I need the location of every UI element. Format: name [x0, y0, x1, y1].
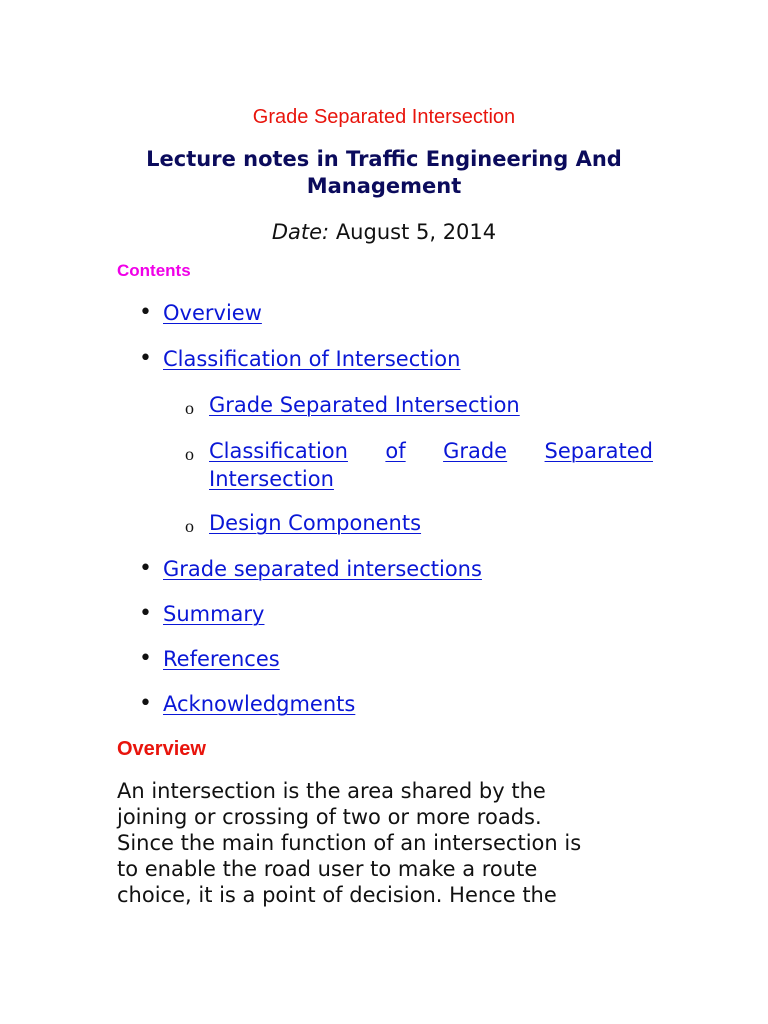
toc-link-design-components[interactable]: Design Components [209, 511, 422, 535]
toc-link-acknowledgments[interactable]: Acknowledgments [163, 692, 356, 716]
toc-link-summary[interactable]: Summary [163, 602, 265, 626]
link-word: Classification [209, 439, 348, 463]
overview-heading: Overview [117, 738, 206, 760]
subtitle-line-2: Management [306, 174, 462, 198]
toc-link-classification-of-intersection[interactable]: Classification of Intersection [163, 347, 461, 371]
link-word: of [385, 439, 406, 463]
bullet-marker: • [139, 646, 152, 671]
bullet-marker: • [139, 601, 152, 626]
link-line-2: Intersection [209, 467, 334, 491]
paragraph-line: joining or crossing of two or more roads. [117, 805, 542, 829]
toc-link-grade-separated-intersections[interactable]: Grade separated intersections [163, 557, 482, 581]
link-word: Separated [544, 439, 653, 463]
document-title: Grade Separated Intersection [252, 106, 516, 128]
date-label: Date: [271, 220, 330, 244]
sub-bullet-marker: o [185, 516, 194, 536]
sub-bullet-marker: o [185, 398, 194, 418]
toc-link-references[interactable]: References [163, 647, 280, 671]
subtitle-line-1: Lecture notes in Traffic Engineering And [146, 147, 622, 171]
toc-link-classification-of-grade-separated-intersection[interactable] [209, 437, 653, 493]
sub-bullet-marker: o [185, 444, 194, 464]
date-value: August 5, 2014 [335, 220, 497, 244]
paragraph-line: Since the main function of an intersection is [117, 831, 582, 855]
toc-link-overview[interactable]: Overview [163, 301, 262, 325]
bullet-marker: • [139, 300, 152, 325]
date-line [0, 218, 768, 246]
paragraph-line: choice, it is a point of decision. Hence the [117, 883, 557, 907]
overview-paragraph [117, 778, 657, 908]
link-word: Grade [443, 439, 508, 463]
link-line-1 [209, 437, 653, 465]
toc-link-grade-separated-intersection[interactable]: Grade Separated Intersection [209, 393, 520, 417]
paragraph-line: to enable the road user to make a route [117, 857, 538, 881]
bullet-marker: • [139, 691, 152, 716]
paragraph-line: An intersection is the area shared by the [117, 779, 546, 803]
document-subtitle [84, 146, 684, 200]
contents-heading: Contents [117, 261, 191, 280]
bullet-marker: • [139, 556, 152, 581]
bullet-marker: • [139, 346, 152, 371]
